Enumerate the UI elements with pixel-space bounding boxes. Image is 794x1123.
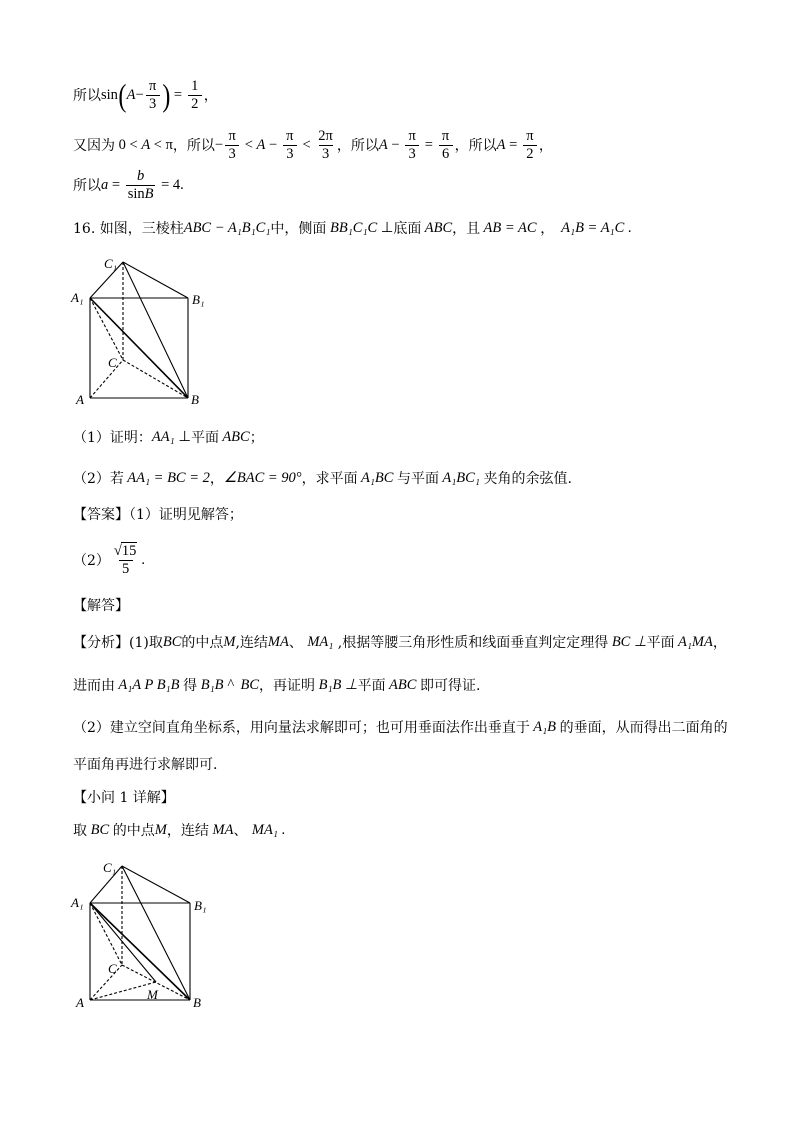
left-paren: (	[118, 77, 127, 113]
fraction-numerator: π	[441, 127, 450, 144]
math: < π	[150, 136, 173, 153]
text: （2）建立空间直角坐标系，用向量法求解即可；也可用垂面法作出垂直于	[73, 720, 530, 736]
fraction-b-over-sinb	[126, 169, 156, 202]
minus-sign: −	[265, 136, 281, 153]
edge-c1-b1	[122, 866, 190, 903]
label-b1: B₁	[194, 898, 207, 913]
minus-sign: −	[214, 136, 224, 153]
math: ABC − A₁B₁C₁	[183, 219, 271, 236]
text: 所以	[73, 178, 101, 194]
fraction	[283, 129, 297, 162]
edge-c1-b	[123, 262, 188, 398]
punctuation: ，	[203, 88, 218, 104]
equals-sign: =	[108, 176, 124, 193]
text: （1）证明：	[73, 430, 152, 446]
text: 进而由	[73, 678, 115, 694]
variable-a: A	[126, 86, 136, 103]
label-b1: B₁	[192, 292, 205, 307]
fraction-denominator: 5	[119, 560, 133, 577]
variable-a: A	[378, 136, 388, 153]
perpendicular-sign: ⊥	[377, 219, 394, 236]
fraction-numerator: π	[286, 127, 294, 144]
punctuation: .	[180, 176, 184, 193]
math: A₁BC₁	[439, 469, 484, 486]
text: 所以	[73, 88, 101, 104]
fraction-numerator: π	[526, 127, 534, 144]
punctuation: .	[624, 219, 632, 236]
fraction-numerator	[112, 544, 139, 560]
edge-a1-c-hidden	[90, 298, 123, 360]
math: BC	[87, 821, 113, 838]
edge-c1-b	[122, 866, 190, 1000]
text: （2）若	[73, 471, 124, 487]
answer-heading	[73, 503, 243, 525]
edge-a-c-hidden	[90, 965, 122, 1000]
punctuation: ，	[538, 138, 553, 154]
variable-b: B	[144, 185, 154, 202]
math: A₁B	[529, 718, 560, 735]
fraction-denominator	[126, 185, 156, 202]
text: ，所以	[336, 138, 379, 154]
text: ，连结	[166, 823, 209, 839]
math: A₁BC	[357, 469, 398, 486]
fraction	[225, 129, 239, 162]
edge-a1-c-hidden	[90, 903, 122, 965]
text: 平面角再进行求解即可.	[73, 757, 218, 773]
text: 即可得证.	[420, 678, 481, 694]
sin-function: sin	[101, 86, 118, 103]
text: 与平面	[397, 471, 440, 487]
analysis-line-4	[73, 753, 217, 775]
label-c: C	[108, 961, 117, 976]
radicand: 15	[121, 542, 137, 559]
subquestion-1-line-1	[73, 819, 285, 841]
text: 【小问 1 详解】	[73, 790, 175, 806]
text: 平面	[357, 678, 386, 694]
math: MA₁	[251, 821, 278, 838]
label-c: C	[108, 355, 117, 370]
solution-heading	[73, 594, 129, 616]
text: 中，侧面	[270, 221, 327, 237]
variable-a: A	[141, 136, 151, 153]
punctuation: .	[141, 551, 146, 568]
equals-sign: =	[421, 136, 437, 153]
fraction	[439, 129, 453, 162]
equals-value: = 4	[157, 176, 181, 193]
perpendicular-sign: ⊥	[174, 428, 191, 445]
punctuation: 、	[288, 635, 308, 651]
subquestion-1-heading	[73, 786, 175, 808]
fraction-denominator: 2	[523, 145, 537, 162]
punctuation: ；	[249, 430, 264, 446]
text: 的垂面，从而得出二面角的	[559, 720, 728, 736]
math: M	[154, 821, 167, 838]
fraction-sqrt15-over-5	[112, 544, 139, 577]
less-than: <	[298, 136, 315, 153]
fraction-numerator: π	[148, 77, 157, 94]
analysis-line-1	[73, 631, 727, 653]
math: AA₁	[151, 428, 175, 445]
inequality-line	[73, 127, 553, 163]
fraction-denominator: 2	[188, 95, 202, 112]
text: ，且	[452, 221, 481, 237]
punctuation: ，	[540, 221, 555, 237]
fraction-numerator: b	[136, 167, 145, 184]
prism-figure-1	[60, 252, 220, 412]
answer-part-2	[73, 540, 145, 580]
minus-sign: −	[387, 136, 404, 153]
math: AA₁ = BC = 2	[123, 469, 210, 486]
text: 【答案】（1）证明见解答；	[73, 507, 243, 523]
variable-lower-a: a	[101, 176, 109, 193]
math: 0 <	[115, 136, 142, 153]
analysis-line-3	[73, 716, 728, 738]
math: BB₁C₁C	[326, 219, 378, 236]
variable-a: A	[256, 136, 266, 153]
label-c1: C₁	[104, 256, 118, 271]
minus-sign: −	[135, 86, 144, 103]
fraction	[316, 129, 335, 162]
text: 的中点	[112, 823, 155, 839]
equation-line-a	[73, 167, 184, 203]
math: B₁B ^ BC	[197, 676, 259, 693]
math: B₁B ⊥	[315, 676, 358, 693]
text: 又因为	[73, 138, 115, 154]
text: 平面	[190, 430, 219, 446]
label-a1: A₁	[71, 895, 84, 910]
math: ABC	[218, 428, 250, 445]
text: 平面	[646, 635, 675, 651]
sqrt-sign: √	[113, 542, 122, 559]
equals-sign: =	[505, 136, 521, 153]
text: ,连结	[235, 635, 268, 651]
math: A₁B = A₁C	[554, 219, 625, 236]
equation-line-sin	[73, 77, 218, 113]
text: 16. 如图，三棱柱	[73, 221, 184, 237]
label-b: B	[193, 995, 201, 1010]
math: MA₁	[307, 633, 334, 650]
punctuation: .	[277, 821, 286, 838]
label-m: M	[147, 987, 158, 1002]
text: 取	[73, 823, 87, 839]
label-a: A	[76, 392, 84, 407]
text: （2）	[73, 553, 110, 569]
math: MA	[267, 633, 289, 650]
part-2-question	[73, 467, 572, 489]
fraction-numerator: π	[408, 127, 416, 144]
text: 【解答】	[73, 598, 129, 614]
edge-a1-b	[90, 903, 190, 1000]
math: MA	[208, 821, 234, 838]
text: ，所以	[172, 138, 215, 154]
fraction-denominator: 6	[439, 145, 453, 162]
label-c1: C₁	[103, 860, 117, 875]
analysis-line-2	[73, 674, 480, 696]
fraction-numerator: 2π	[318, 127, 333, 144]
math: AB = AC	[480, 219, 541, 236]
fraction-denominator: 3	[146, 95, 160, 112]
fraction-denominator: 3	[319, 145, 333, 162]
label-a1: A₁	[71, 290, 84, 305]
edge-a1-b	[90, 298, 188, 398]
punctuation: 、	[233, 823, 252, 839]
math: BC ⊥	[608, 633, 647, 650]
sin-function: sin	[127, 185, 145, 202]
math: ABC	[421, 219, 453, 236]
fraction	[523, 129, 537, 162]
text: 夹角的余弦值.	[483, 471, 572, 487]
equals-sign: =	[170, 86, 186, 103]
text: 【分析】(1)取	[73, 635, 163, 651]
math: A₁A P B₁B	[115, 676, 184, 693]
punctuation: ，	[712, 635, 727, 651]
fraction-numerator: 1	[191, 77, 199, 94]
fraction-denominator: 3	[225, 145, 239, 162]
fraction	[405, 129, 419, 162]
math: M	[223, 633, 236, 650]
punctuation: ，	[209, 471, 224, 487]
right-paren: )	[161, 77, 170, 113]
text: 得	[183, 678, 198, 694]
text: ，再证明	[259, 678, 315, 694]
math: A₁MA	[674, 633, 713, 650]
math: BC	[162, 633, 182, 650]
edge-a-c-hidden	[90, 360, 123, 398]
problem-16-statement	[73, 217, 632, 239]
math: ∠BAC = 90°	[223, 469, 302, 486]
edge-c1-b1	[123, 262, 188, 298]
text: 的中点	[181, 635, 224, 651]
text: ，求平面	[301, 471, 358, 487]
math: ABC	[385, 676, 421, 693]
label-a: A	[76, 995, 84, 1010]
fraction-numerator: π	[228, 127, 236, 144]
less-than: <	[241, 136, 257, 153]
fraction-denominator: 3	[283, 145, 297, 162]
fraction-one-half	[188, 79, 202, 112]
text: ，所以	[454, 138, 497, 154]
fraction-pi-over-3	[146, 79, 160, 112]
text: 底面	[393, 221, 422, 237]
text: ,根据等腰三角形性质和线面垂直判定定理得	[333, 635, 609, 651]
fraction-denominator: 3	[405, 145, 419, 162]
prism-figure-2	[60, 855, 220, 1015]
label-b: B	[191, 392, 199, 407]
edge-a1-m	[90, 903, 156, 982]
variable-a: A	[496, 136, 506, 153]
part-1-question	[73, 426, 264, 448]
